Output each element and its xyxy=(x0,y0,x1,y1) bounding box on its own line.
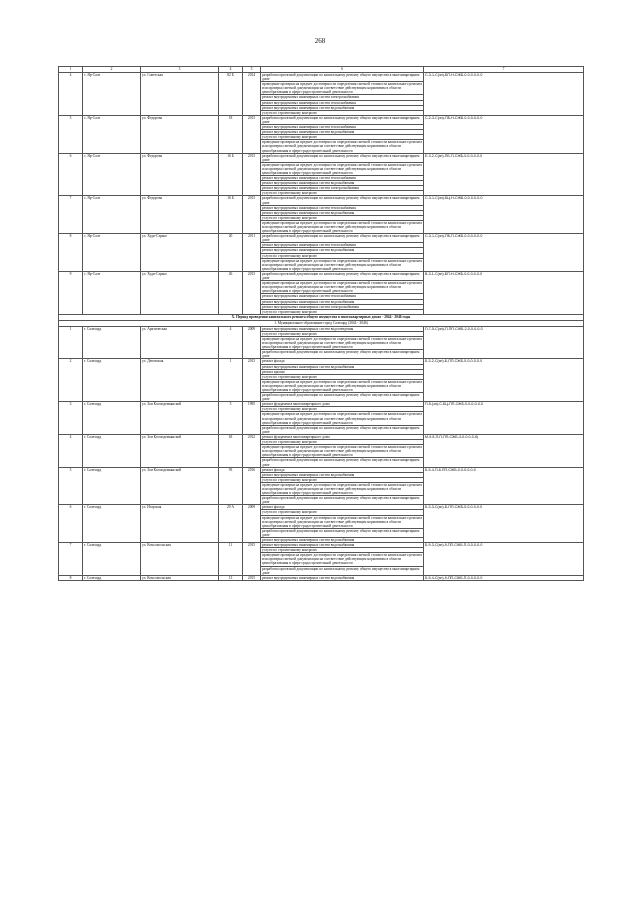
table-row xyxy=(59,196,584,205)
code-cell: Б-3-2-С(зн)-Б-ПП-СЖБ-0-0-0-0-0-0 xyxy=(424,359,584,402)
work-cell: разработка проектной документации по капитальному ремонту общего имущества в многоквартирном доме xyxy=(261,271,424,280)
work-cell: услуги по строительному контролю xyxy=(261,477,424,482)
row-number: 7 xyxy=(59,196,83,234)
work-cell: ремонт внутридомовых инженерных систем теплоснабжения xyxy=(261,294,424,299)
code-cell: С-3-1-С(зн)-БЦ-Н-СЖБ-0-0-0-0-0-0 xyxy=(424,196,584,234)
table-row xyxy=(59,543,584,548)
table-row xyxy=(59,575,584,580)
settlement-cell: с. Яр-Сале xyxy=(83,196,141,234)
work-cell: проведение проверки на предмет достоверности определения сметной стоимости капитального ремонта или проверка сметной документации на соответствие действующим нормативам в области ценообразования в сфере градостроительной деятельности xyxy=(262,553,422,566)
house-cell: 93 xyxy=(219,467,243,505)
work-cell: ремонт фундамента многоквартирного дома xyxy=(261,434,424,439)
work-cell: разработка проектной документации по капитальному ремонту общего имущества в многоквартирном доме xyxy=(261,393,424,402)
work-cell: разработка проектной документации по капитальному ремонту общего имущества в многоквартирном доме xyxy=(261,458,424,467)
year-cell: 2013 xyxy=(243,153,261,196)
column-number: 3 xyxy=(141,67,219,73)
year-cell: 2011 xyxy=(243,234,261,272)
street-cell: ул. Комсомольская xyxy=(141,543,219,576)
column-number: 6 xyxy=(261,67,424,73)
table-row xyxy=(59,271,584,280)
work-cell: проведение проверки на предмет достоверности определения сметной стоимости капитального ремонта или проверка сметной документации на соответствие действующим нормативам в области ценообразования в сфере градостроительной деятельности xyxy=(262,140,422,153)
work-cell: проведение проверки на предмет достоверности определения сметной стоимости капитального ремонта или проверка сметной документации на соответствие действующим нормативам в области ценообразования в сфере градостроительной деятельности xyxy=(262,82,422,95)
settlement-cell: г. Салехард xyxy=(83,543,141,576)
work-cell: разработка проектной документации по капитальному ремонту общего имущества в многоквартирном доме xyxy=(261,528,424,537)
row-number: 7 xyxy=(59,543,83,576)
work-cell: услуги по строительному контролю xyxy=(261,253,424,258)
column-number: 2 xyxy=(83,67,141,73)
table-row xyxy=(59,153,584,162)
work-cell: ремонт внутридомовых инженерных систем водоснабжения xyxy=(261,364,424,369)
settlement-cell: г. Салехард xyxy=(83,326,141,359)
work-cell: ремонт внутридомовых инженерных систем теплоснабжения xyxy=(261,205,424,210)
column-number: 4 xyxy=(219,67,243,73)
year-cell: 2012 xyxy=(243,434,261,467)
code-cell: Б-9-4-П-6-ПП-СЖБ-0-0-0-0-0-0 xyxy=(424,467,584,505)
repair-register-table xyxy=(58,66,584,581)
row-number: 8 xyxy=(59,234,83,272)
work-cell: проведение проверки на предмет достоверности определения сметной стоимости капитального ремонта или проверка сметной документации на соответствие действующим нормативам в области ценообразования в сфере градостроительной деятельности xyxy=(262,482,422,496)
work-cell: услуги по строительному контролю xyxy=(261,331,424,336)
table-row xyxy=(59,402,584,407)
house-cell: 13 xyxy=(219,575,243,580)
work-cell: ремонт внутридомовых инженерных систем водоснабжения xyxy=(261,472,424,477)
work-cell: ремонт внутридомовых инженерных систем водоснабжения xyxy=(261,299,424,304)
code-cell: Б-9-3-С(зн)-9-ПП-СЖБ-П-0-0-0-0-0 xyxy=(424,543,584,576)
street-cell: ул. Худи-Сэрако xyxy=(141,234,219,272)
code-cell: С-2-3-С(зн)-ПБ-Н-СЖБ-0-0-0-0-0-0 xyxy=(424,115,584,153)
work-cell: ремонт внутридомовых инженерных систем теплоснабжения xyxy=(261,100,424,105)
work-cell: разработка проектной документации по капитальному ремонту общего имущества в многоквартирном доме xyxy=(261,496,424,505)
house-cell: 63 xyxy=(219,434,243,467)
column-number: 1 xyxy=(59,67,83,73)
settlement-cell: с. Яр-Сале xyxy=(83,115,141,153)
house-cell: 4 xyxy=(219,326,243,359)
work-cell: ремонт фасада xyxy=(261,467,424,472)
table-row xyxy=(59,326,584,331)
house-cell: 82 Б xyxy=(219,73,243,116)
work-cell: ремонт внутридомовых инженерных систем теплоснабжения xyxy=(261,243,424,248)
street-cell: ул. Зои Космодемьянской xyxy=(141,467,219,505)
year-cell: 2016 xyxy=(243,467,261,505)
year-cell: 2013 xyxy=(243,115,261,153)
year-cell: 2014 xyxy=(243,73,261,116)
year-cell: 2008 xyxy=(243,326,261,359)
settlement-cell: г. Салехард xyxy=(83,359,141,402)
work-cell: ремонт внутридомовых инженерных систем водоотведения xyxy=(261,326,424,331)
street-cell: ул. Федорова xyxy=(141,153,219,196)
row-number: 8 xyxy=(59,575,83,580)
house-cell: 26 xyxy=(219,271,243,314)
code-cell: Е-3-2-С(зн)-ПБ-П-СЖБ-0-0-0-0-0-0 xyxy=(424,153,584,196)
work-cell: разработка проектной документации по капитальному ремонту общего имущества в многоквартирном доме xyxy=(261,196,424,205)
work-cell: ремонт внутридомовых инженерных систем водоснабжения xyxy=(261,210,424,215)
street-cell: ул. Зои Космодемьянской xyxy=(141,402,219,435)
settlement-cell: с. Яр-Сале xyxy=(83,271,141,314)
work-cell: проведение проверки на предмет достоверности определения сметной стоимости капитального ремонта или проверка сметной документации на соответствие действующим нормативам в области ценообразования в сфере градостроительной деятельности xyxy=(262,258,422,271)
street-cell: ул. Зои Космодемьянской xyxy=(141,434,219,467)
work-cell: ремонт внутридомовых инженерных систем водоснабжения xyxy=(261,130,424,135)
row-number: 4 xyxy=(59,73,83,116)
work-cell: ремонт внутридомовых инженерных систем водоснабжения xyxy=(261,248,424,253)
settlement-cell: г. Салехард xyxy=(83,402,141,435)
settlement-cell: с. Яр-Сале xyxy=(83,234,141,272)
work-cell: ремонт внутридомовых инженерных систем водоснабжения xyxy=(261,181,424,186)
house-cell: 20 xyxy=(219,234,243,272)
work-cell: разработка проектной документации по капитальному ремонту общего имущества в многоквартирном доме xyxy=(261,115,424,124)
work-cell: ремонт внутридомовых инженерных систем водоснабжения xyxy=(261,543,424,548)
work-cell: услуги по строительному контролю xyxy=(261,374,424,379)
code-cell: П-7-5-С(зн)-П-ПП-СЖБ-2-0-0-0-0-0 xyxy=(424,326,584,359)
page-number: 268 xyxy=(314,37,326,45)
row-number: 9 xyxy=(59,271,83,314)
work-cell: услуги по строительному контролю xyxy=(261,548,424,553)
work-cell: услуги по строительному контролю xyxy=(261,440,424,445)
table-row xyxy=(59,434,584,439)
code-cell: Б-3-3-С(зн)-Б-ПП-СЖБ-0-0-0-0-0-0 xyxy=(424,505,584,543)
column-number: 5 xyxy=(243,67,261,73)
work-cell: проведение проверки на предмет достоверности определения сметной стоимости капитального ремонта или проверка сметной документации на соответствие действующим нормативам в области ценообразования в сфере градостроительной деятельности xyxy=(262,281,422,294)
street-cell: ул. Федорова xyxy=(141,115,219,153)
settlement-cell: г. Салехард xyxy=(83,467,141,505)
work-cell: ремонт внутридомовых инженерных систем водоснабжения xyxy=(261,538,424,543)
house-cell: 1 xyxy=(219,359,243,402)
house-cell: 11 xyxy=(219,543,243,576)
work-cell: ремонт внутридомовых инженерных систем электроснабжения xyxy=(261,186,424,191)
work-cell: ремонт внутридомовых инженерных систем теплоснабжения xyxy=(261,125,424,130)
work-cell: ремонт внутридомовых инженерных систем электроснабжения xyxy=(261,95,424,100)
work-cell: проведение проверки на предмет достоверности определения сметной стоимости капитального ремонта или проверка сметной документации на соответствие действующим нормативам в области ценообразования в сфере градостроительной деятельности xyxy=(262,412,422,425)
year-cell: 2013 xyxy=(243,359,261,402)
row-number: 6 xyxy=(59,153,83,196)
table-row xyxy=(59,73,584,82)
work-cell: проведение проверки на предмет достоверности определения сметной стоимости капитального ремонта или проверка сметной документации на соответствие действующим нормативам в области ценообразования в сфере градостроительной деятельности xyxy=(262,445,422,458)
settlement-cell: с. Яр-Сале xyxy=(83,73,141,116)
table-row xyxy=(59,115,584,124)
work-cell: ремонт фасада xyxy=(261,505,424,510)
house-cell: 16 Б xyxy=(219,196,243,234)
street-cell: ул. Худи-Сэрако xyxy=(141,271,219,314)
code-cell: М-9-5-П-П-ПП-СЖБ-3-0-0-0-0-К) xyxy=(424,434,584,467)
code-cell: П-5-(зн)-С-БЦ-ПП-СЖБ-0-0-0-0-0-0 xyxy=(424,402,584,435)
work-cell: разработка проектной документации по капитальному ремонту общего имущества в многоквартирном доме xyxy=(261,425,424,434)
house-cell: 16 Б xyxy=(219,153,243,196)
work-cell: услуги по строительному контролю xyxy=(261,510,424,515)
street-cell: ул. Игарская xyxy=(141,505,219,543)
work-cell: проведение проверки на предмет достоверности определения сметной стоимости капитального ремонта или проверка сметной документации на соответствие действующим нормативам в области ценообразования в сфере градостроительной деятельности xyxy=(262,515,422,528)
table-row xyxy=(59,234,584,243)
year-cell: 2015 xyxy=(243,575,261,580)
settlement-cell: с. Яр-Сале xyxy=(83,153,141,196)
year-cell: 1995 xyxy=(243,402,261,435)
code-cell: Б-9-4-С(зн)-9-ПП-СЖБ-П-0-0-0-0-0 xyxy=(424,575,584,580)
street-cell: ул. Федорова xyxy=(141,196,219,234)
row-number: 4 xyxy=(59,434,83,467)
work-cell: проведение проверки на предмет достоверности определения сметной стоимости капитального ремонта или проверка сметной документации на соответствие действующим нормативам в области ценообразования в сфере градостроительной деятельности xyxy=(262,220,422,234)
work-cell: услуги по строительному контролю xyxy=(261,309,424,314)
work-cell: ремонт внутридомовых инженерных систем водоснабжения xyxy=(261,105,424,110)
work-cell: услуги по строительному контролю xyxy=(261,135,424,140)
house-cell: 29 А xyxy=(219,505,243,543)
code-cell: С-3-1-С(зн)-ПБ-П-СЖБ-0-0-0-0-0-0 xyxy=(424,234,584,272)
work-cell: ремонт крыши xyxy=(261,369,424,374)
work-cell: услуги по строительному контролю xyxy=(261,407,424,412)
work-cell: услуги по строительному контролю xyxy=(261,191,424,196)
street-cell: ул. Советская xyxy=(141,73,219,116)
work-cell: ремонт фасада xyxy=(261,359,424,364)
section-title: X. Период проведения капитального ремонта общего имущества в многоквартирных домах - 2044 - 2046 годы xyxy=(59,314,584,320)
work-cell: услуги по строительному контролю xyxy=(261,215,424,220)
settlement-cell: г. Салехард xyxy=(83,575,141,580)
work-cell: разработка проектной документации по капитальному ремонту общего имущества в многоквартирном доме xyxy=(261,73,424,82)
work-cell: проведение проверки на предмет достоверности определения сметной стоимости капитального ремонта или проверка сметной документации на соответствие действующим нормативам в области ценообразования в сфере градостроительной деятельности xyxy=(262,162,422,175)
work-cell: ремонт внутридомовых инженерных систем электроснабжения xyxy=(261,304,424,309)
code-cell: С-3-1-С(зн)-БП-Н-СЖБ-0-0-0-0-0-0 xyxy=(424,73,584,116)
work-cell: разработка проектной документации по капитальному ремонту общего имущества в многоквартирном доме xyxy=(261,566,424,575)
settlement-cell: г. Салехард xyxy=(83,434,141,467)
work-cell: ремонт внутридомовых инженерных систем водоснабжения xyxy=(261,575,424,580)
code-cell: В-3-1-С(зн)-БП-Н-СЖБ-0-0-0-0-0-0 xyxy=(424,271,584,314)
year-cell: 2013 xyxy=(243,196,261,234)
row-number: 6 xyxy=(59,505,83,543)
street-cell: ул. Деповская xyxy=(141,359,219,402)
column-number: 7 xyxy=(424,67,584,73)
row-number: 2 xyxy=(59,359,83,402)
year-cell: 2009 xyxy=(243,505,261,543)
work-cell: ремонт внутридомовых инженерных систем теплоснабжения xyxy=(261,176,424,181)
work-cell: проведение проверки на предмет достоверности определения сметной стоимости капитального ремонта или проверка сметной документации на соответствие действующим нормативам в области ценообразования в сфере градостроительной деятельности xyxy=(262,379,422,392)
row-number: 1 xyxy=(59,326,83,359)
year-cell: 2013 xyxy=(243,271,261,314)
work-cell: разработка проектной документации по капитальному ремонту общего имущества в многоквартирном доме xyxy=(261,350,424,359)
house-cell: 18 xyxy=(219,115,243,153)
work-cell: ремонт фундамента многоквартирного дома xyxy=(261,402,424,407)
house-cell: 5 xyxy=(219,402,243,435)
work-cell: разработка проектной документации по капитальному ремонту общего имущества в многоквартирном доме xyxy=(261,153,424,162)
row-number: 5 xyxy=(59,115,83,153)
row-number: 5 xyxy=(59,467,83,505)
row-number: 3 xyxy=(59,402,83,435)
work-cell: разработка проектной документации по капитальному ремонту общего имущества в многоквартирном доме xyxy=(261,234,424,243)
settlement-cell: г. Салехард xyxy=(83,505,141,543)
work-cell: услуги по строительному контролю xyxy=(261,110,424,115)
street-cell: ул. Арктическая xyxy=(141,326,219,359)
subsection-title: 1. Муниципальное образование город Салехард (2044 - 2046) xyxy=(59,320,584,326)
street-cell: ул. Комсомольская xyxy=(141,575,219,580)
year-cell: 2015 xyxy=(243,543,261,576)
work-cell: проведение проверки на предмет достоверности определения сметной стоимости капитального ремонта или проверка сметной документации на соответствие действующим нормативам в области ценообразования в сфере градостроительной деятельности xyxy=(262,336,422,350)
